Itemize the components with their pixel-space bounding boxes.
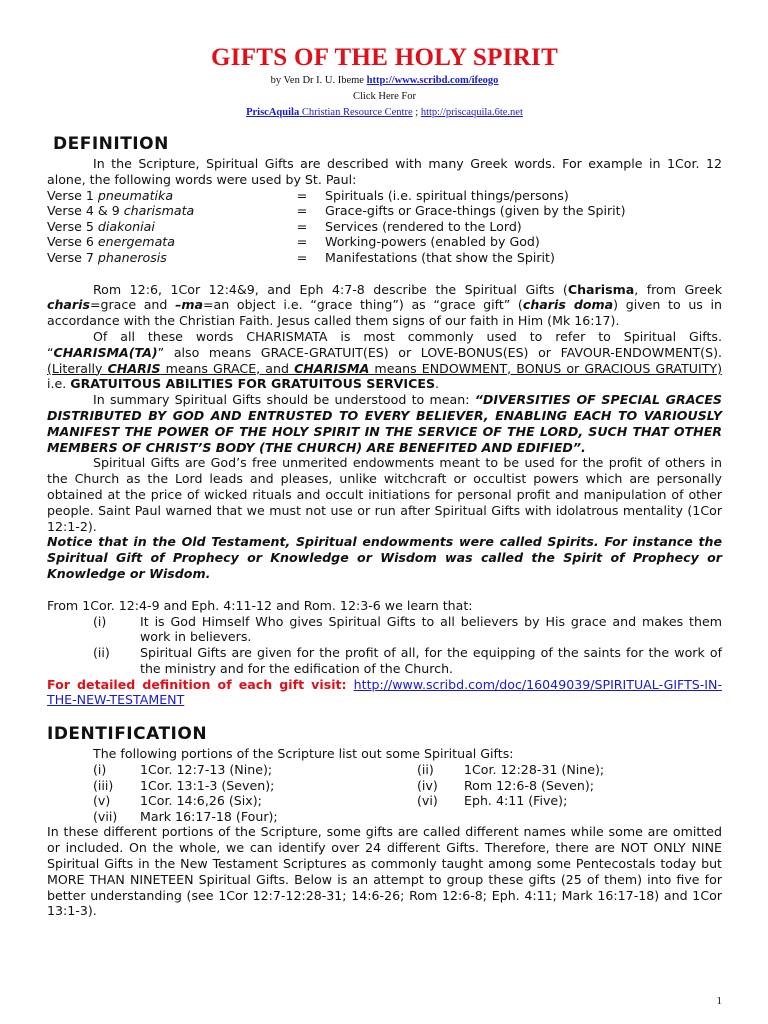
verse-equals: = [296,218,308,234]
definition-intro: In the Scripture, Spiritual Gifts are described with many Greek words. For example in 1Cor. 12 alone, the following words were used by St. Paul: [47,156,722,187]
scripture-ref-row [93,793,722,809]
verse-row [47,250,626,266]
list-item-number: (i) [93,613,107,629]
ref-number [417,809,464,825]
verse-equals: = [296,249,308,265]
old-testament-notice: Notice that in the Old Testament, Spiritual endowments were called Spirits. For instance the Spiritual Gift of Prophecy or Knowledge or Wisdom was called the Spirit of Prophecy or Knowledge or Wisdom. [47,534,722,581]
ref-number: (ii) [417,762,434,778]
verse-equals: = [296,187,308,203]
verse-ref: Verse 5 diakoniai [47,218,155,234]
document-title: GIFTS OF THE HOLY SPIRIT [210,44,559,71]
click-here-text: Click Here For [353,91,416,102]
learn-points-list [93,614,722,677]
author-link[interactable]: http://www.scribd.com/ifeogo [366,75,499,86]
resource-centre-line [47,106,722,120]
scripture-refs-list [93,762,722,824]
document-page [47,0,722,919]
endowments-paragraph: Spiritual Gifts are God’s free unmerited endowments meant to be used for the profit of others in the Church as the Lord leads and pleases, unlike witchcraft or occultist powers which are personally obtained at the price of wicked rituals and occult initiations for personal profit and manipulation of other people. Saint Paul warned that we must not use or run after Spiritual Gifts with idolatrous mentality (1Cor 12:1-2). [47,455,722,534]
ref-number: (iv) [417,777,438,793]
ref-text: 1Cor. 12:28-31 (Nine); [464,762,605,778]
verse-ref: Verse 4 & 9 charismata [47,203,195,219]
summary-paragraph: In summary Spiritual Gifts should be understood to mean: “DIVERSITIES OF SPECIAL GRACES DISTRIBUTED BY GOD AND ENTRUSTED TO EVERY BELIEVER, ENABLING EACH TO VARIOUSLY MANIFEST THE POWER OF THE HOLY SPIRIT IN THE SERVICE OF THE LORD, SUCH THAT OTHER MEMBERS OF CHRIST’S BODY (THE CHURCH) ARE BENEFITED AND EDIFIED”. [47,392,722,455]
scripture-ref-row [93,762,722,778]
ref-number: (iii) [93,777,114,793]
verse-row [47,234,626,250]
author-line [47,74,722,88]
ref-number: (i) [93,762,107,778]
ref-text: Eph. 4:11 (Five); [464,793,568,809]
list-item [93,645,722,677]
identification-heading: IDENTIFICATION [47,724,208,745]
verse-meaning: Spirituals (i.e. spiritual things/persons) [325,187,569,203]
verse-row [47,188,626,204]
centre-website-link[interactable]: http://priscaquila.6te.net [420,107,523,118]
verse-meaning: Working-powers (enabled by God) [325,234,540,250]
charismata-paragraph: Of all these words CHARISMATA is most commonly used to refer to Spiritual Gifts. “CHARISMA(TA)” also means GRACE-GRATUIT(ES) or LOVE-BONUS(ES) or FAVOUR-ENDOWMENT(S). (Literally CHARIS means GRACE, and CHARISMA means ENDOWMENT, BONUS or GRACIOUS GRATUITY) i.e. GRATUITOUS ABILITIES FOR GRATUITOUS SERVICES. [47,328,722,392]
verse-ref: Verse 7 phanerosis [47,249,167,265]
verse-meaning: Grace-gifts or Grace-things (given by the Spirit) [325,203,626,219]
page-number: 1 [716,995,722,1007]
charisma-paragraph: Rom 12:6, 1Cor 12:4&9, and Eph 4:7-8 describe the Spiritual Gifts (Charisma, from Greek charis=grace and –ma=an object i.e. “grace thing”) as “grace gift” (charis doma) given to us in accordance with the Christian Faith. Jesus called them signs of our faith in Him (Mk 16:17). [47,281,722,329]
list-item-text: Spiritual Gifts are given for the profit of all, for the equipping of the saints for the work of the ministry and for the edification of the Church. [140,645,722,676]
ref-text: 1Cor. 13:1-3 (Seven); [140,777,275,793]
list-item-text: It is God Himself Who gives Spiritual Gifts to all believers by His grace and makes them work in believers. [140,613,722,645]
definition-heading: DEFINITION [53,134,169,154]
scripture-ref-row [93,809,722,825]
verse-ref: Verse 6 energemata [47,234,175,250]
centre-name-link[interactable]: PriscAquila [246,107,300,118]
centre-rest-link[interactable]: Christian Resource Centre [299,107,413,118]
detail-link[interactable]: http://www.scribd.com/doc/16049039/SPIRITUAL-GIFTS-IN-THE-NEW-TESTAMENT [47,676,722,708]
detail-label: For detailed definition of each gift visit: [47,676,354,692]
verse-equals: = [296,203,308,219]
centre-separator: ; [412,107,421,118]
identification-intro: The following portions of the Scripture list out some Spiritual Gifts: [93,746,514,762]
verse-row [47,203,626,219]
ref-number: (vi) [417,793,438,809]
author-text: by Ven Dr I. U. Ibeme [270,75,367,86]
ref-text: Rom 12:6-8 (Seven); [464,777,594,793]
detail-line [47,677,722,709]
verse-ref: Verse 1 pneumatika [47,187,174,203]
ref-number: (v) [93,793,111,809]
ref-number: (vii) [93,808,118,824]
greek-words-table [47,188,626,266]
ref-text: 1Cor. 12:7-13 (Nine); [140,762,273,778]
identification-summary: In these different portions of the Scripture, some gifts are called different names while some are omitted or included. On the whole, we can identify over 24 different Gifts. Therefore, there are NOT ONLY NINE Spiritual Gifts in the New Testament Scriptures as commonly taught among some Pentecostals today but MORE THAN NINETEEN Spiritual Gifts. Below is an attempt to group these gifts (25 of them) into five for better understanding (see 1Cor 12:7-12:28-31; 14:6-26; Rom 12:6-8; Eph. 4:11; Mark 16:17-18) and 1Cor 13:1-3). [47,824,722,919]
list-item-number: (ii) [93,645,110,661]
verse-meaning: Services (rendered to the Lord) [325,218,522,234]
scripture-ref-row [93,778,722,794]
verse-meaning: Manifestations (that show the Spirit) [325,249,555,265]
list-item [93,614,722,646]
ref-text: 1Cor. 14:6,26 (Six); [140,793,262,809]
verse-equals: = [296,234,308,250]
learn-intro: From 1Cor. 12:4-9 and Eph. 4:11-12 and Rom. 12:3-6 we learn that: [47,597,473,613]
verse-row [47,219,626,235]
ref-text: Mark 16:17-18 (Four); [140,808,278,824]
